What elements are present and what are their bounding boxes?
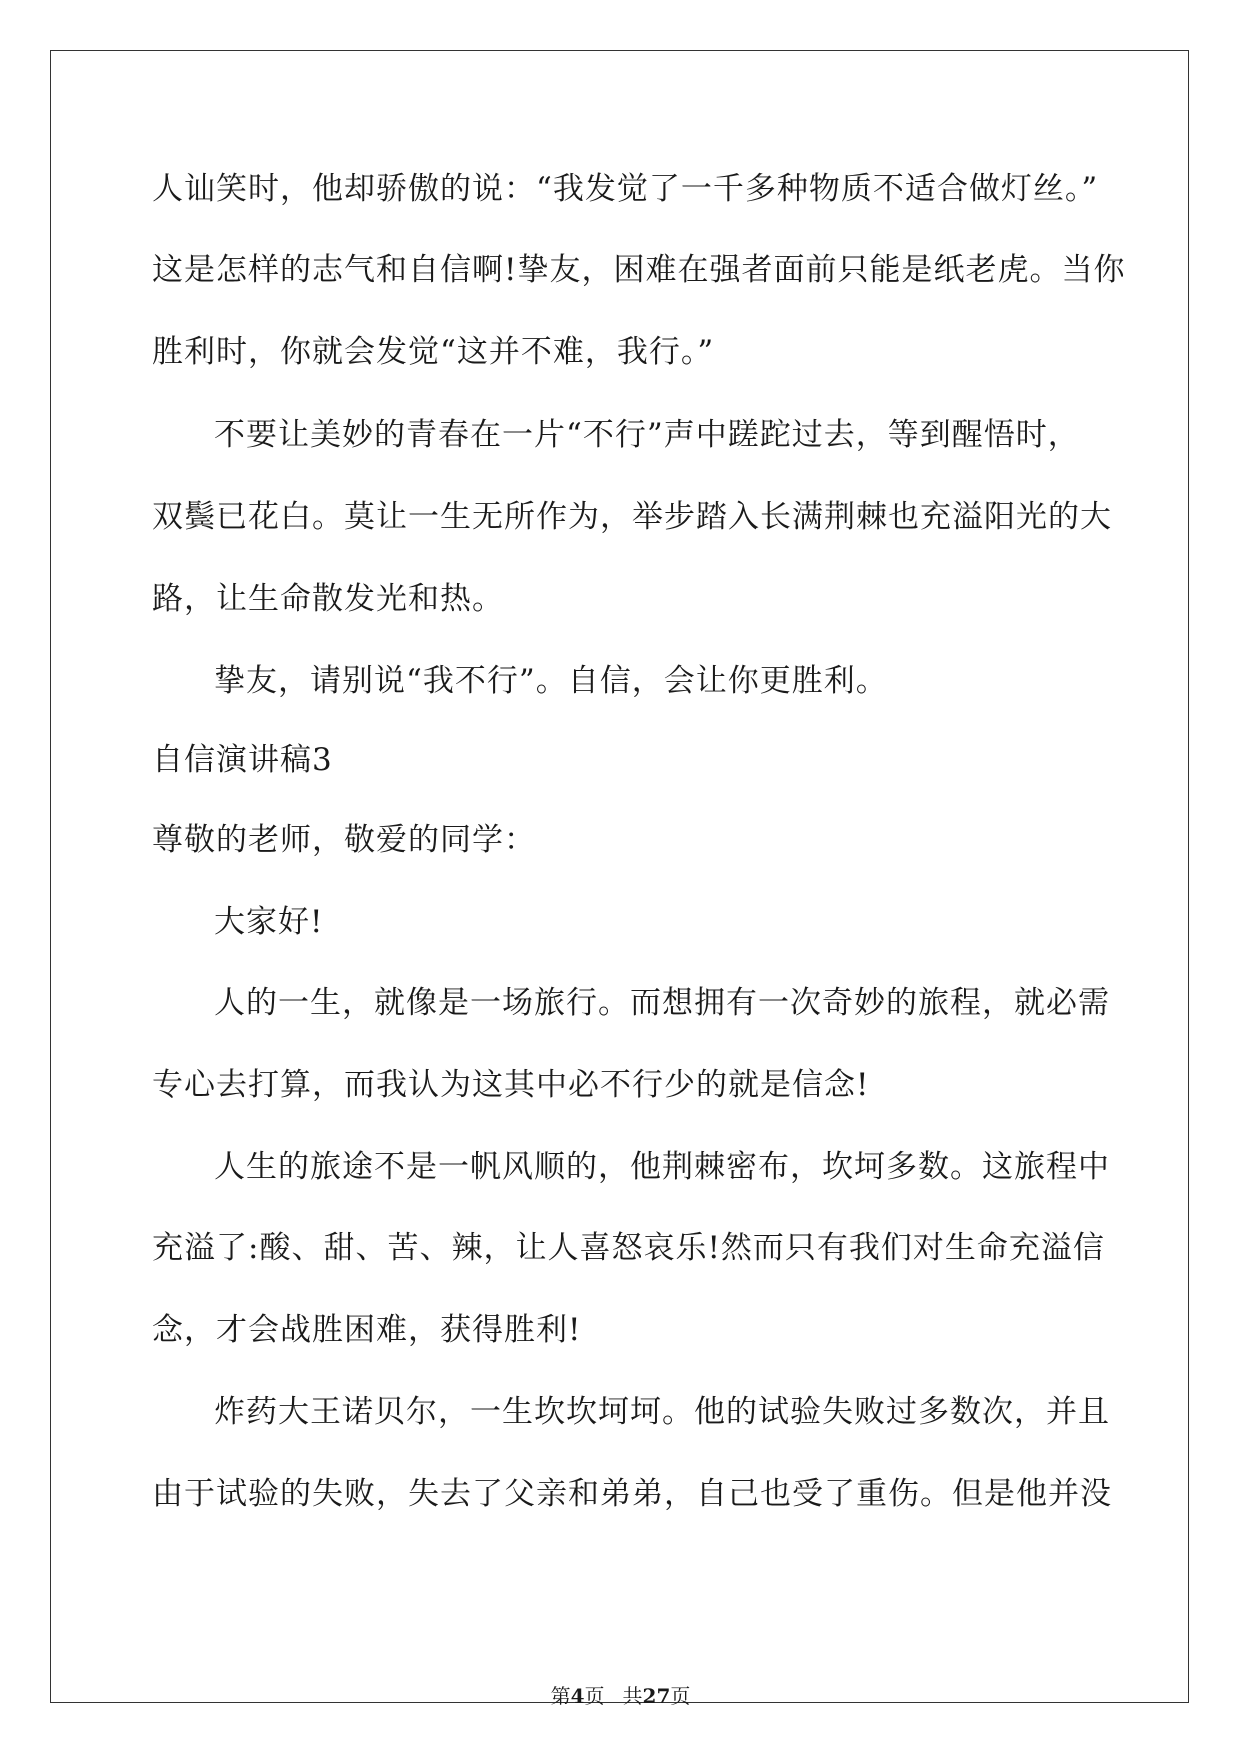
page-number: 4 [570,1684,585,1708]
paragraph-start-line: 挚友，请别说“我不行”。自信，会让你更胜利。 [214,663,888,699]
total-prefix: 共 [622,1684,643,1708]
salutation-line: 尊敬的老师，敬爱的同学： [152,822,536,858]
total-pages: 27 [642,1684,671,1708]
text-line: 专心去打算，而我认为这其中必不行少的就是信念! [152,1067,870,1103]
page-prefix: 第 [550,1684,571,1708]
text-line: 胜利时，你就会发觉“这并不难，我行。” [152,334,715,370]
text-line: 这是怎样的志气和自信啊!挚友，困难在强者面前只能是纸老虎。当你 [152,252,1126,288]
page-footer [0,1680,1241,1709]
total-suffix: 页 [670,1684,691,1708]
paragraph-start-line: 炸药大王诺贝尔，一生坎坎坷坷。他的试验失败过多数次，并且 [214,1394,1110,1430]
text-line: 路，让生命散发光和热。 [152,581,504,617]
page-suffix: 页 [584,1684,605,1708]
text-line: 人讪笑时，他却骄傲的说：“我发觉了一千多种物质不适合做灯丝。” [152,171,1099,207]
text-line: 念，才会战胜困难，获得胜利! [152,1312,582,1348]
page-border [50,50,1189,1703]
paragraph-start-line: 不要让美妙的青春在一片“不行”声中蹉跎过去，等到醒悟时， [214,417,1080,453]
text-line: 充溢了:酸、甜、苦、辣，让人喜怒哀乐!然而只有我们对生命充溢信 [152,1230,1105,1266]
greeting-line: 大家好! [214,904,324,940]
text-line: 由于试验的失败，失去了父亲和弟弟，自己也受了重伤。但是他并没 [152,1476,1112,1512]
text-line: 双鬓已花白。莫让一生无所作为，举步踏入长满荆棘也充溢阳光的大 [152,499,1112,535]
paragraph-start-line: 人生的旅途不是一帆风顺的，他荆棘密布，坎坷多数。这旅程中 [214,1149,1110,1185]
section-heading: 自信演讲稿3 [152,742,333,778]
paragraph-start-line: 人的一生，就像是一场旅行。而想拥有一次奇妙的旅程，就必需 [214,985,1110,1021]
